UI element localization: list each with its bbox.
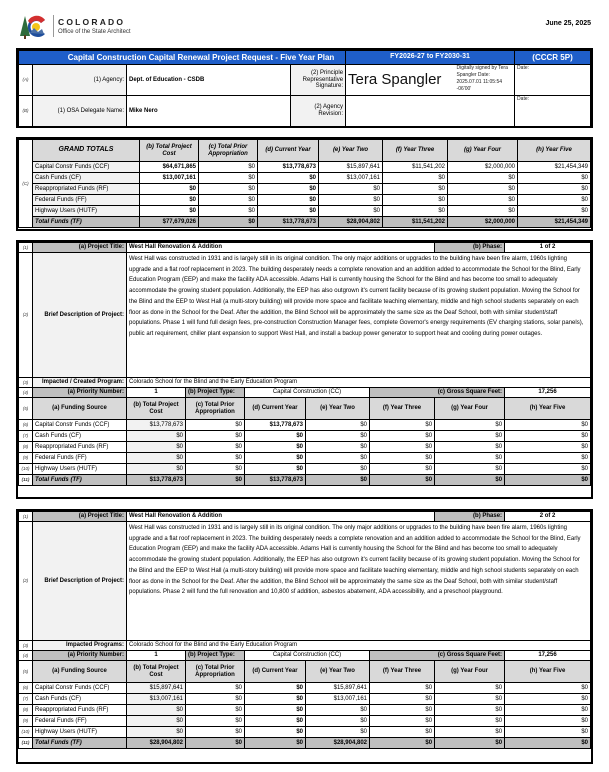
logo-divider: [53, 15, 54, 37]
funding-header-row: [19, 661, 591, 683]
column-header: (b) Total Project Cost: [127, 398, 186, 420]
fiscal-year-range: FY2026-27 to FY2030-31: [346, 51, 515, 65]
phase-value[interactable]: 1 of 2: [505, 243, 591, 253]
cell-value[interactable]: $0: [505, 442, 591, 453]
cell-value: $0: [127, 716, 186, 727]
request-info-section: [16, 48, 593, 128]
cell-value: $64,671,865: [140, 162, 199, 173]
gsf-value[interactable]: 17,256: [505, 388, 591, 398]
table-row: [19, 195, 591, 206]
project-title-row: [19, 243, 591, 253]
total-value: $2,000,000: [448, 217, 518, 228]
priority-row: [19, 388, 591, 398]
cell-value: $13,778,673: [258, 162, 319, 173]
total-value: $0: [435, 738, 505, 749]
delegate-value[interactable]: Mike Nero: [127, 96, 291, 127]
fund-label: Capital Constr Funds (CCF): [33, 683, 127, 694]
column-header: (c) Total Prior Appropriation: [199, 140, 258, 162]
cell-value: $0: [518, 173, 591, 184]
table-row: [19, 162, 591, 173]
total-value: $13,778,673: [127, 475, 186, 486]
column-header: (h) Year Five: [518, 140, 591, 162]
row-number: (4): [19, 651, 33, 661]
cell-value[interactable]: $0: [306, 420, 370, 431]
row-number: (10): [19, 464, 33, 475]
column-header: (b) Total Project Cost: [127, 661, 186, 683]
total-value: $0: [505, 738, 591, 749]
cell-value: $0: [383, 173, 448, 184]
cell-value: $2,000,000: [448, 162, 518, 173]
cell-value[interactable]: $0: [186, 420, 245, 431]
table-row: [19, 683, 591, 694]
project-section-phase-1: [16, 240, 593, 499]
cell-value[interactable]: $0: [186, 442, 245, 453]
cell-value[interactable]: $0: [370, 727, 435, 738]
agency-label: (1) Agency:: [33, 65, 127, 96]
logo-name: COLORADO: [58, 17, 126, 27]
cell-value: $13,007,161: [319, 173, 383, 184]
description-text[interactable]: West Hall was constructed in 1931 and is largely still in its original condition. The only major additions or upgrades to the building have been fire alarm, 1960s lighting upgrade and a flat roof replacement in 2023. The building desperately needs a complete renovation and an addition added to accommodate the School for the Blind, Early Education Program (EEP) and make the facility ADA accessible. Adams Hall is currently housing the School for the Blind and has become too small to adequately accommodate the growing student population. Additionally, the EEP has also outgrown it's current facility because of its growing student population. Moving the School for the Blind and the EEP to West Hall (a multi-story building) will provide more space and facilitate teaching elementary, middle and high school students separately on each floor as done in the School for the Deaf. After the addition, the Blind School will be approximately the same size as the Deaf School, both with similar student/staff populations. Phase 1 will fund full design fees, pre-construction Construction Manager fees, complete Governor's energy requirements (EV charging stations, solar panels), public art requirement, chiller plant expansion to support West Hall, and install a backup power generator to support heat and cooling during power outages.: [127, 253, 591, 378]
fund-label: Reappropriated Funds (RF): [33, 705, 127, 716]
agency-row: [19, 65, 591, 96]
priority-label: (a) Priority Number:: [33, 388, 127, 398]
row-number: (5): [19, 398, 33, 420]
signature-label: (2) Principle Representative Signature:: [291, 65, 346, 96]
cell-value[interactable]: $0: [370, 442, 435, 453]
row-number: (1): [19, 512, 33, 522]
total-value: $28,904,802: [306, 738, 370, 749]
cell-value[interactable]: $0: [245, 683, 306, 694]
project-title-value[interactable]: West Hall Renovation & Addition: [127, 512, 435, 522]
row-number: (11): [19, 738, 33, 749]
total-row: [19, 475, 591, 486]
cell-value: $0: [448, 195, 518, 206]
grand-totals-title: GRAND TOTALS: [33, 140, 140, 162]
priority-value[interactable]: 1: [127, 388, 186, 398]
cell-value: $13,778,673: [127, 420, 186, 431]
table-row: [19, 173, 591, 184]
project-type-label: (b) Project Type:: [186, 651, 245, 661]
cell-value[interactable]: $0: [306, 453, 370, 464]
cell-value: $0: [518, 206, 591, 217]
column-header: (a) Funding Source: [33, 661, 127, 683]
cell-value: $13,007,161: [127, 694, 186, 705]
cell-value[interactable]: $0: [435, 727, 505, 738]
cell-value[interactable]: $0: [370, 705, 435, 716]
project-description-row: [19, 522, 591, 641]
cell-value[interactable]: $0: [245, 705, 306, 716]
program-value[interactable]: Colorado School for the Blind and the Early Education Program: [127, 378, 591, 388]
cell-value: $0: [127, 453, 186, 464]
row-tag: (B): [19, 96, 33, 127]
cell-value: $0: [319, 206, 383, 217]
total-value: $0: [199, 217, 258, 228]
signature-meta: Digitally signed by Tera Spangler Date: 2025.07.01 11:05:54 -06'00': [455, 65, 515, 96]
priority-row: [19, 651, 591, 661]
fund-label: Federal Funds (FF): [33, 716, 127, 727]
cell-value[interactable]: $0: [435, 716, 505, 727]
cell-value: $11,541,202: [383, 162, 448, 173]
program-label: Impacted / Created Program:: [33, 378, 127, 388]
fund-label: Reappropriated Funds (RF): [33, 442, 127, 453]
description-label: Brief Description of Project:: [33, 522, 127, 641]
cell-value[interactable]: $0: [245, 464, 306, 475]
cell-value[interactable]: $0: [435, 420, 505, 431]
cell-value: $0: [383, 195, 448, 206]
total-value: $0: [435, 475, 505, 486]
cell-value[interactable]: $0: [186, 694, 245, 705]
column-header: (f) Year Three: [383, 140, 448, 162]
row-tag: (C): [19, 140, 33, 228]
logo-subtitle: Office of the State Architect: [58, 29, 131, 35]
fund-label: Capital Constr Funds (CCF): [33, 162, 140, 173]
row-number: (8): [19, 705, 33, 716]
total-value: $0: [245, 738, 306, 749]
delegate-row: [19, 96, 591, 127]
total-value: $77,679,026: [140, 217, 199, 228]
project-type-value[interactable]: Capital Construction (CC): [245, 651, 370, 661]
row-number: (3): [19, 641, 33, 651]
phase-value[interactable]: 2 of 2: [505, 512, 591, 522]
cell-value: $0: [258, 184, 319, 195]
gsf-label: (c) Gross Square Feet:: [370, 651, 505, 661]
row-number: (9): [19, 453, 33, 464]
cell-value: $0: [448, 173, 518, 184]
column-header: (a) Funding Source: [33, 398, 127, 420]
total-value: $0: [370, 738, 435, 749]
revision-label: (2) Agency Revision:: [291, 96, 346, 127]
cell-value[interactable]: $0: [186, 716, 245, 727]
description-label: Brief Description of Project:: [33, 253, 127, 378]
cell-value[interactable]: $0: [435, 453, 505, 464]
cell-value[interactable]: $0: [186, 683, 245, 694]
delegate-label: (1) OSA Delegate Name:: [33, 96, 127, 127]
phase-label: (b) Phase:: [435, 243, 505, 253]
cell-value: $0: [199, 206, 258, 217]
cell-value[interactable]: $0: [245, 453, 306, 464]
cell-value: $0: [127, 464, 186, 475]
signature-field[interactable]: [346, 65, 455, 96]
table-row: [19, 184, 591, 195]
agency-value[interactable]: Dept. of Education - CSDB: [127, 65, 291, 96]
total-value: $0: [370, 475, 435, 486]
total-row: [19, 738, 591, 749]
priority-label: (a) Priority Number:: [33, 651, 127, 661]
column-header: (g) Year Four: [435, 661, 505, 683]
table-row: [19, 705, 591, 716]
total-value: $0: [186, 738, 245, 749]
table-row: [19, 464, 591, 475]
cell-value[interactable]: $0: [186, 464, 245, 475]
cell-value: $0: [448, 206, 518, 217]
cell-value: $0: [140, 184, 199, 195]
cell-value: $0: [140, 206, 199, 217]
column-header: (e) Year Two: [306, 398, 370, 420]
column-header: (f) Year Three: [370, 398, 435, 420]
fund-label: Highway Users (HUTF): [33, 464, 127, 475]
cell-value[interactable]: $0: [306, 705, 370, 716]
cell-value[interactable]: $0: [505, 453, 591, 464]
table-row: [19, 431, 591, 442]
grand-totals-header-row: [19, 140, 591, 162]
table-row: [19, 694, 591, 705]
form-code: (CCCR 5P): [515, 51, 591, 65]
cell-value[interactable]: $0: [245, 727, 306, 738]
row-number: (6): [19, 683, 33, 694]
row-number: (7): [19, 694, 33, 705]
total-value: $21,454,349: [518, 217, 591, 228]
cell-value[interactable]: $0: [435, 464, 505, 475]
cell-value[interactable]: $0: [505, 705, 591, 716]
row-number: (2): [19, 253, 33, 378]
cell-value: $0: [448, 184, 518, 195]
total-label: Total Funds (TF): [33, 738, 127, 749]
signature-date-label: Date:: [515, 65, 591, 96]
cell-value[interactable]: $0: [505, 716, 591, 727]
project-description-row: [19, 253, 591, 378]
cell-value[interactable]: $0: [370, 464, 435, 475]
cell-value: $0: [127, 442, 186, 453]
form-title-bar: [19, 51, 591, 65]
total-value: $0: [306, 475, 370, 486]
fund-label: Capital Constr Funds (CCF): [33, 420, 127, 431]
column-header: (g) Year Four: [448, 140, 518, 162]
cell-value: $0: [199, 162, 258, 173]
gsf-value[interactable]: 17,256: [505, 651, 591, 661]
cell-value: $0: [127, 431, 186, 442]
cell-value[interactable]: $0: [505, 431, 591, 442]
form-title: Capital Construction Capital Renewal Project Request - Five Year Plan: [19, 51, 346, 65]
cell-value[interactable]: $0: [505, 420, 591, 431]
total-value: $0: [186, 475, 245, 486]
cell-value[interactable]: $0: [505, 683, 591, 694]
cell-value: $15,897,641: [127, 683, 186, 694]
total-value: $13,778,673: [258, 217, 319, 228]
cell-value[interactable]: $0: [245, 442, 306, 453]
row-number: (5): [19, 661, 33, 683]
total-value: $0: [505, 475, 591, 486]
cell-value: $0: [258, 173, 319, 184]
cell-value[interactable]: $0: [435, 705, 505, 716]
table-row: [19, 442, 591, 453]
program-label: Impacted Programs:: [33, 641, 127, 651]
total-value: $28,904,802: [319, 217, 383, 228]
revision-date-label: Date:: [515, 96, 591, 127]
signature-name: Tera Spangler: [348, 71, 442, 89]
column-header: (e) Year Two: [319, 140, 383, 162]
cell-value: $0: [199, 173, 258, 184]
row-number: (4): [19, 388, 33, 398]
total-row: [19, 217, 591, 228]
cell-value[interactable]: $0: [245, 431, 306, 442]
table-row: [19, 206, 591, 217]
row-number: (9): [19, 716, 33, 727]
cell-value[interactable]: $0: [435, 694, 505, 705]
table-row: [19, 453, 591, 464]
cell-value: $13,007,161: [140, 173, 199, 184]
cell-value[interactable]: $0: [306, 716, 370, 727]
fund-label: Cash Funds (CF): [33, 431, 127, 442]
project-type-label: (b) Project Type:: [186, 388, 245, 398]
column-header: (b) Total Project Cost: [140, 140, 199, 162]
column-header: (g) Year Four: [435, 398, 505, 420]
cell-value: $0: [140, 195, 199, 206]
row-number: (6): [19, 420, 33, 431]
cell-value: $0: [319, 184, 383, 195]
fund-label: Highway Users (HUTF): [33, 206, 140, 217]
cell-value[interactable]: $0: [370, 420, 435, 431]
cell-value[interactable]: $0: [370, 716, 435, 727]
program-row: [19, 378, 591, 388]
cell-value: $0: [518, 184, 591, 195]
row-number: (3): [19, 378, 33, 388]
program-value[interactable]: Colorado School for the Blind and the Early Education Program: [127, 641, 591, 651]
cell-value[interactable]: $0: [186, 453, 245, 464]
project-title-value[interactable]: West Hall Renovation & Addition: [127, 243, 435, 253]
column-header: (c) Total Prior Appropriation: [186, 398, 245, 420]
cell-value: $0: [199, 195, 258, 206]
column-header: (d) Current Year: [258, 140, 319, 162]
priority-value[interactable]: 1: [127, 651, 186, 661]
fund-label: Cash Funds (CF): [33, 173, 140, 184]
cell-value[interactable]: $0: [306, 727, 370, 738]
cell-value[interactable]: $13,778,673: [245, 420, 306, 431]
cell-value[interactable]: $0: [435, 442, 505, 453]
cell-value[interactable]: $0: [306, 431, 370, 442]
project-type-value[interactable]: Capital Construction (CC): [245, 388, 370, 398]
fund-label: Highway Users (HUTF): [33, 727, 127, 738]
program-row: [19, 641, 591, 651]
document-date: June 25, 2025: [545, 20, 591, 27]
cell-value[interactable]: $13,007,161: [306, 694, 370, 705]
cell-value: $15,897,641: [319, 162, 383, 173]
cell-value[interactable]: $0: [435, 431, 505, 442]
grand-totals-section: [16, 137, 593, 231]
column-header: (c) Total Prior Appropriation: [186, 661, 245, 683]
cell-value[interactable]: $15,897,641: [306, 683, 370, 694]
cell-value[interactable]: $0: [186, 727, 245, 738]
cell-value[interactable]: $0: [186, 705, 245, 716]
cell-value[interactable]: $0: [505, 694, 591, 705]
cell-value: $0: [127, 727, 186, 738]
table-row: [19, 716, 591, 727]
cell-value[interactable]: $0: [306, 464, 370, 475]
table-row: [19, 727, 591, 738]
cell-value: $0: [319, 195, 383, 206]
cell-value[interactable]: $0: [370, 694, 435, 705]
fund-label: Reappropriated Funds (RF): [33, 184, 140, 195]
fund-label: Federal Funds (FF): [33, 453, 127, 464]
row-number: (11): [19, 475, 33, 486]
description-text[interactable]: West Hall was constructed in 1931 and is largely still in its original condition. The only major additions or upgrades to the building have been fire alarm, 1960s lighting upgrade and a flat roof replacement in 2023. The building desperately needs a complete renovation and an addition added to accommodate the School for the Blind, Early Education Program (EEP) and make the facility ADA accessible. Adams Hall is currently housing the School for the Blind and has become too small to adequately accommodate the growing student population. Additionally, the EEP has also outgrown it's current facility because of its growing student population. Moving the School for the Blind and the EEP to West Hall (a multi-story building) will provide more space and facilitate teaching elementary, middle and high school students separately on each floor as done in the School for the Deaf. After the addition, the Blind School will be approximately the same size as the Deaf School, both with similar student/staff populations. Phase 2 will fund the full renovation and 10,800 sf addition, asbestos abatement, ADA accessibility, and a preschool playground.: [127, 522, 591, 641]
column-header: (h) Year Five: [505, 661, 591, 683]
column-header: (d) Current Year: [245, 398, 306, 420]
cell-value: $0: [199, 184, 258, 195]
cell-value[interactable]: $0: [370, 431, 435, 442]
revision-field[interactable]: [346, 96, 515, 127]
total-value: $11,541,202: [383, 217, 448, 228]
cell-value[interactable]: $0: [370, 683, 435, 694]
cell-value: $0: [258, 195, 319, 206]
phase-label: (b) Phase:: [435, 512, 505, 522]
cell-value[interactable]: $0: [505, 464, 591, 475]
column-header: (d) Current Year: [245, 661, 306, 683]
total-value: $28,904,802: [127, 738, 186, 749]
gsf-label: (c) Gross Square Feet:: [370, 388, 505, 398]
cell-value: $0: [127, 705, 186, 716]
cell-value[interactable]: $0: [245, 716, 306, 727]
row-number: (7): [19, 431, 33, 442]
row-number: (2): [19, 522, 33, 641]
total-value: $13,778,673: [245, 475, 306, 486]
table-row: [19, 420, 591, 431]
project-title-label: (a) Project Title:: [33, 243, 127, 253]
row-number: (10): [19, 727, 33, 738]
cell-value: $0: [383, 206, 448, 217]
cell-value: $21,454,349: [518, 162, 591, 173]
project-title-row: [19, 512, 591, 522]
column-header: (h) Year Five: [505, 398, 591, 420]
cell-value[interactable]: $0: [186, 431, 245, 442]
cell-value: $0: [258, 206, 319, 217]
column-header: (e) Year Two: [306, 661, 370, 683]
fund-label: Cash Funds (CF): [33, 694, 127, 705]
total-label: Total Funds (TF): [33, 475, 127, 486]
row-number: (8): [19, 442, 33, 453]
column-header: (f) Year Three: [370, 661, 435, 683]
total-label: Total Funds (TF): [33, 217, 140, 228]
cell-value[interactable]: $0: [435, 683, 505, 694]
colorado-logo-icon: [20, 14, 50, 40]
project-section-phase-2: [16, 509, 593, 764]
row-tag: (A): [19, 65, 33, 96]
funding-header-row: [19, 398, 591, 420]
cell-value[interactable]: $0: [370, 453, 435, 464]
row-number: (1): [19, 243, 33, 253]
cell-value[interactable]: $0: [306, 442, 370, 453]
fund-label: Federal Funds (FF): [33, 195, 140, 206]
project-title-label: (a) Project Title:: [33, 512, 127, 522]
cell-value[interactable]: $0: [245, 694, 306, 705]
cell-value: $0: [518, 195, 591, 206]
cell-value: $0: [383, 184, 448, 195]
document-header: [0, 0, 609, 48]
cell-value[interactable]: $0: [505, 727, 591, 738]
